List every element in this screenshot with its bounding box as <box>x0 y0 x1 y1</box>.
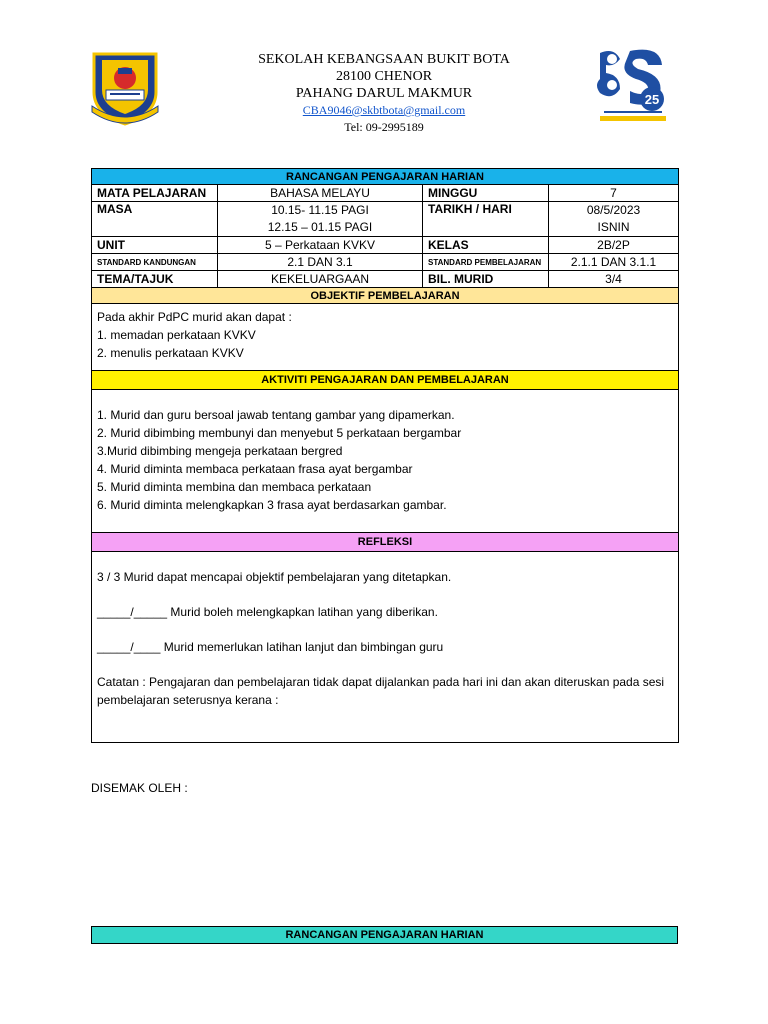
standard-pembelajaran-value: 2.1.1 DAN 3.1.1 <box>549 254 679 271</box>
aktiviti-content <box>92 390 679 533</box>
aktiviti-item: 4. Murid diminta membaca perkataan frasa ayat bergambar <box>97 462 413 476</box>
minggu-value: 7 <box>549 185 679 202</box>
refleksi-line: _____/_____ Murid boleh melengkapkan latihan yang diberikan. <box>97 605 438 619</box>
postcode-city: 28100 CHENOR <box>335 69 433 84</box>
disemak-oleh-label: DISEMAK OLEH : <box>91 781 188 795</box>
school-name: SEKOLAH KEBANGSAAN BUKIT BOTA <box>258 52 510 67</box>
unit-value: 5 – Perkataan KVKV <box>218 237 423 254</box>
next-page-title-band: RANCANGAN PENGAJARAN HARIAN <box>91 926 678 944</box>
bil-murid-value: 3/4 <box>549 271 679 288</box>
tema-tajuk-value: KEKELUARGAAN <box>218 271 423 288</box>
standard-kandungan-label: STANDARD KANDUNGAN <box>92 254 218 271</box>
hari-value: ISNIN <box>597 220 630 234</box>
bil-murid-label: BIL. MURID <box>423 271 549 288</box>
objektif-item: 2. menulis perkataan KVKV <box>97 346 244 360</box>
aktiviti-heading: AKTIVITI PENGAJARAN DAN PEMBELAJARAN <box>92 371 679 390</box>
standard-kandungan-value: 2.1 DAN 3.1 <box>218 254 423 271</box>
tema-tajuk-label: TEMA/TAJUK <box>92 271 218 288</box>
unit-label: UNIT <box>92 237 218 254</box>
objektif-heading: OBJEKTIF PEMBELAJARAN <box>92 288 679 304</box>
kelas-label: KELAS <box>423 237 549 254</box>
ministry-logo-icon <box>590 45 676 125</box>
tarikh-hari-label: TARIKH / HARI <box>423 202 549 237</box>
state-name: PAHANG DARUL MAKMUR <box>295 86 473 101</box>
telephone-number: Tel: 09-2995189 <box>344 120 424 134</box>
ministry-badge-number: 25 <box>644 92 660 107</box>
aktiviti-item: 6. Murid diminta melengkapkan 3 frasa ayat berdasarkan gambar. <box>97 498 447 512</box>
objektif-item: 1. memadan perkataan KVKV <box>97 328 256 342</box>
aktiviti-item: 2. Murid dibimbing membunyi dan menyebut 5 perkataan bergambar <box>97 426 462 440</box>
refleksi-line: 3 / 3 Murid dapat mencapai objektif pembelajaran yang ditetapkan. <box>97 570 452 584</box>
minggu-label: MINGGU <box>423 185 549 202</box>
standard-pembelajaran-label: STANDARD PEMBELAJARAN <box>423 254 549 271</box>
objektif-content <box>92 304 679 371</box>
tarikh-hari-value <box>549 202 679 237</box>
objektif-intro: Pada akhir PdPC murid akan dapat : <box>97 310 292 324</box>
refleksi-content <box>92 552 679 743</box>
email-link[interactable]: CBA9046@skbtbota@gmail.com <box>302 103 466 117</box>
refleksi-line: _____/____ Murid memerlukan latihan lanjut dan bimbingan guru <box>97 640 444 654</box>
refleksi-heading: REFLEKSI <box>92 533 679 552</box>
kelas-value: 2B/2P <box>549 237 679 254</box>
tarikh-value: 08/5/2023 <box>586 203 641 217</box>
document-header <box>0 0 768 160</box>
catatan-text: Catatan : Pengajaran dan pembelajaran tidak dapat dijalankan pada hari ini dan akan diteruskan pada sesi pembelajaran seterusnya kerana : <box>97 675 665 707</box>
lesson-plan-table <box>91 168 679 743</box>
masa-value-2: 12.15 – 01.15 PAGI <box>267 220 373 234</box>
masa-label: MASA <box>92 202 218 237</box>
aktiviti-item: 5. Murid diminta membina dan membaca perkataan <box>97 480 372 494</box>
school-address-block <box>210 51 558 136</box>
table-title-band: RANCANGAN PENGAJARAN HARIAN <box>92 169 679 185</box>
masa-value-1: 10.15- 11.15 PAGI <box>271 203 369 217</box>
mata-pelajaran-value: BAHASA MELAYU <box>218 185 423 202</box>
masa-value <box>218 202 423 237</box>
mata-pelajaran-label: MATA PELAJARAN <box>92 185 218 202</box>
aktiviti-item: 1. Murid dan guru bersoal jawab tentang gambar yang dipamerkan. <box>97 408 455 422</box>
school-crest-icon <box>88 48 162 126</box>
aktiviti-item: 3.Murid dibimbing mengeja perkataan bergred <box>97 444 343 458</box>
